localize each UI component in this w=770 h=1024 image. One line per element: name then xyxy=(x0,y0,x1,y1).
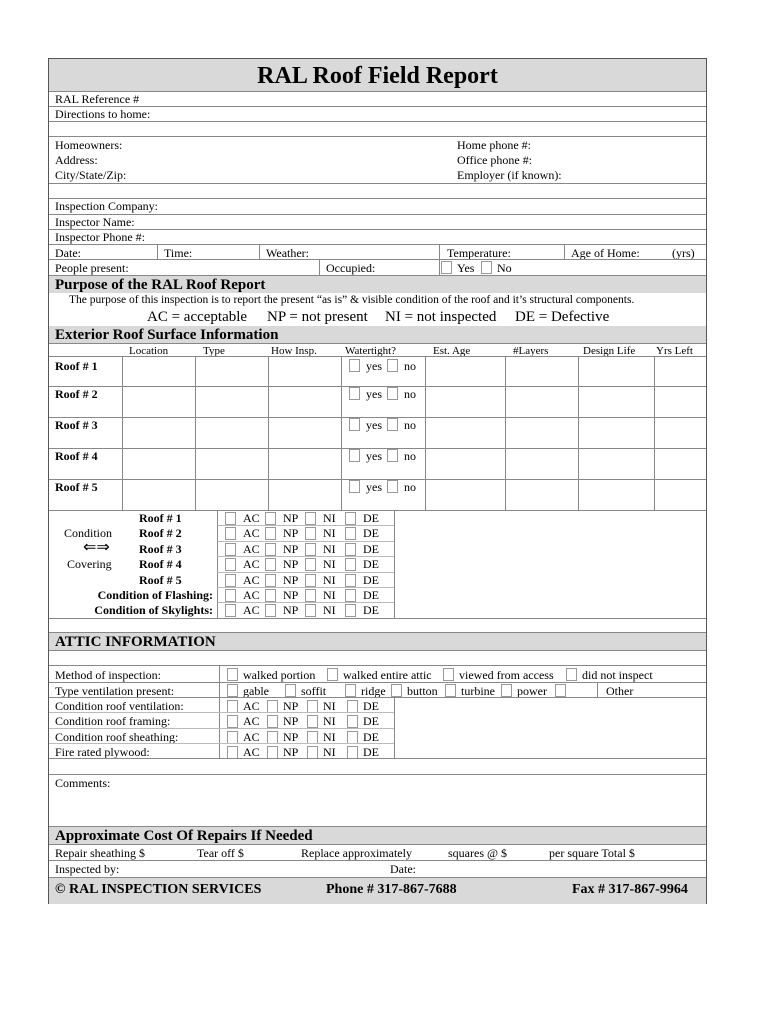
condition-rating-label: AC xyxy=(243,557,260,572)
attic-ni-checkbox[interactable] xyxy=(307,700,318,713)
attic-de-checkbox[interactable] xyxy=(347,746,358,759)
condition-np-checkbox[interactable] xyxy=(265,604,276,617)
roof-2-no-checkbox[interactable] xyxy=(387,387,398,400)
attic-rating-label: AC xyxy=(243,729,260,744)
inspector-phone-label: Inspector Phone #: xyxy=(55,230,145,244)
condition-rating-label: DE xyxy=(363,526,379,541)
condition-rating-label: NP xyxy=(283,526,299,541)
footer-fax: Fax # 317-867-9964 xyxy=(572,882,688,897)
condition-rating-label: AC xyxy=(243,541,260,556)
roof-field-report-form xyxy=(48,58,707,904)
roof-5-yes-label: yes xyxy=(366,480,382,494)
condition-de-checkbox[interactable] xyxy=(345,589,356,602)
condition-np-checkbox[interactable] xyxy=(265,589,276,602)
ridge-label: ridge xyxy=(361,684,386,698)
occupied-no-checkbox[interactable] xyxy=(481,261,492,274)
occupied-no-label: No xyxy=(497,261,512,275)
people-present-label: People present: xyxy=(55,261,129,275)
attic-ni-checkbox[interactable] xyxy=(307,715,318,728)
condition-rating-label: DE xyxy=(363,557,379,572)
other-label: Other xyxy=(606,684,634,698)
condition-ac-checkbox[interactable] xyxy=(225,527,236,540)
condition-rating-label: NP xyxy=(283,572,299,587)
attic-rating-label: NP xyxy=(283,744,299,759)
condition-rating-label: DE xyxy=(363,572,379,587)
condition-ni-checkbox[interactable] xyxy=(305,512,316,525)
col-yrs-left: Yrs Left xyxy=(656,345,693,357)
attic-rating-label: NP xyxy=(283,699,299,713)
attic-np-checkbox[interactable] xyxy=(267,715,278,728)
roof-2-label: Roof # 2 xyxy=(55,387,98,401)
col-layers: #Layers xyxy=(513,345,549,357)
attic-condition-label: Fire rated plywood: xyxy=(55,744,150,759)
col-how-insp: How Insp. xyxy=(271,345,317,357)
yrs-label: (yrs) xyxy=(672,246,695,260)
condition-rating-label: NI xyxy=(323,572,336,587)
roof-4-no-label: no xyxy=(404,449,416,463)
condition-rating-label: AC xyxy=(243,603,260,618)
attic-condition-label: Condition roof ventilation: xyxy=(55,699,184,713)
attic-rating-label: NP xyxy=(283,714,299,729)
roof-5-yes-checkbox[interactable] xyxy=(349,480,360,493)
roof-4-no-checkbox[interactable] xyxy=(387,449,398,462)
attic-rating-label: DE xyxy=(363,714,379,729)
button-vent-label: button xyxy=(407,684,438,698)
attic-ac-checkbox[interactable] xyxy=(227,715,238,728)
roof-3-label: Roof # 3 xyxy=(55,418,98,432)
date-label: Date: xyxy=(55,246,81,260)
condition-np-checkbox[interactable] xyxy=(265,512,276,525)
condition-de-checkbox[interactable] xyxy=(345,512,356,525)
attic-condition-label: Condition roof framing: xyxy=(55,714,171,729)
legend-de: DE = Defective xyxy=(515,309,610,325)
comments-label: Comments: xyxy=(55,776,111,790)
attic-rating-label: DE xyxy=(363,744,379,759)
walked-portion-checkbox[interactable] xyxy=(227,668,238,681)
roof-3-no-checkbox[interactable] xyxy=(387,418,398,431)
roof-4-yes-label: yes xyxy=(366,449,382,463)
squares-label: squares @ $ xyxy=(448,846,508,860)
condition-ni-checkbox[interactable] xyxy=(305,527,316,540)
inspection-company-label: Inspection Company: xyxy=(55,199,158,213)
roof-5-no-label: no xyxy=(404,480,416,494)
employer-label: Employer (if known): xyxy=(457,168,562,182)
condition-rating-label: AC xyxy=(243,511,260,525)
did-not-inspect-label: did not inspect xyxy=(582,668,653,682)
viewed-access-checkbox[interactable] xyxy=(443,668,454,681)
walked-entire-checkbox[interactable] xyxy=(327,668,338,681)
gable-label: gable xyxy=(243,684,269,698)
attic-rating-label: NP xyxy=(283,729,299,744)
condition-ni-checkbox[interactable] xyxy=(305,589,316,602)
purpose-text: The purpose of this inspection is to report the present “as is” & visible condition of the roof and it’s structural components. xyxy=(69,294,635,306)
attic-de-checkbox[interactable] xyxy=(347,700,358,713)
attic-rating-label: NI xyxy=(323,699,336,713)
condition-ac-checkbox[interactable] xyxy=(225,604,236,617)
col-watertight: Watertight? xyxy=(345,345,397,357)
condition-rating-label: NI xyxy=(323,526,336,541)
turbine-label: turbine xyxy=(461,684,495,698)
viewed-access-label: viewed from access xyxy=(459,668,554,682)
walked-portion-label: walked portion xyxy=(243,668,316,682)
attic-condition-label: Condition roof sheathing: xyxy=(55,729,179,744)
inspected-by-label: Inspected by: xyxy=(55,862,120,876)
condition-row-label: Condition of Flashing: xyxy=(97,588,213,602)
condition-np-checkbox[interactable] xyxy=(265,558,276,571)
condition-de-checkbox[interactable] xyxy=(345,527,356,540)
soffit-checkbox[interactable] xyxy=(285,684,296,697)
condition-rating-label: AC xyxy=(243,572,260,587)
condition-ac-checkbox[interactable] xyxy=(225,589,236,602)
legend-ni: NI = not inspected xyxy=(385,309,497,325)
col-type: Type xyxy=(203,345,225,357)
condition-row-label: Roof # 2 xyxy=(139,526,182,541)
roof-3-yes-checkbox[interactable] xyxy=(349,418,360,431)
condition-rating-label: AC xyxy=(243,526,260,541)
inspection-date-label: Date: xyxy=(390,862,416,876)
condition-ac-checkbox[interactable] xyxy=(225,543,236,556)
attic-heading: ATTIC INFORMATION xyxy=(55,634,216,650)
occupied-label: Occupied: xyxy=(326,261,376,275)
roof-3-no-label: no xyxy=(404,418,416,432)
attic-de-checkbox[interactable] xyxy=(347,731,358,744)
attic-np-checkbox[interactable] xyxy=(267,700,278,713)
temperature-label: Temperature: xyxy=(447,246,511,260)
condition-np-checkbox[interactable] xyxy=(265,543,276,556)
condition-ni-checkbox[interactable] xyxy=(305,558,316,571)
attic-rating-label: DE xyxy=(363,699,379,713)
vent-label: Type ventilation present: xyxy=(55,684,175,698)
condition-rating-label: DE xyxy=(363,541,379,556)
condition-rating-label: NI xyxy=(323,541,336,556)
roof-4-yes-checkbox[interactable] xyxy=(349,449,360,462)
did-not-inspect-checkbox[interactable] xyxy=(566,668,577,681)
other-checkbox[interactable] xyxy=(555,684,566,697)
exterior-heading: Exterior Roof Surface Information xyxy=(55,327,279,343)
condition-ac-checkbox[interactable] xyxy=(225,574,236,587)
age-of-home-label: Age of Home: xyxy=(571,246,640,260)
roof-3-yes-label: yes xyxy=(366,418,382,432)
method-label: Method of inspection: xyxy=(55,668,161,682)
roof-5-no-checkbox[interactable] xyxy=(387,480,398,493)
condition-row-label: Roof # 5 xyxy=(139,572,182,587)
roof-1-yes-label: yes xyxy=(366,359,382,373)
condition-rating-label: AC xyxy=(243,588,260,602)
repair-sheathing-label: Repair sheathing $ xyxy=(55,846,145,860)
attic-rating-label: NI xyxy=(323,714,336,729)
condition-np-checkbox[interactable] xyxy=(265,574,276,587)
footer-phone: Phone # 317-867-7688 xyxy=(326,882,457,897)
home-phone-label: Home phone #: xyxy=(457,138,531,152)
condition-np-checkbox[interactable] xyxy=(265,527,276,540)
condition-ac-checkbox[interactable] xyxy=(225,512,236,525)
button-vent-checkbox[interactable] xyxy=(391,684,402,697)
condition-rating-label: NI xyxy=(323,511,336,525)
condition-rating-label: NI xyxy=(323,557,336,572)
power-checkbox[interactable] xyxy=(501,684,512,697)
condition-label: Condition xyxy=(64,526,113,540)
roof-5-label: Roof # 5 xyxy=(55,480,98,494)
condition-row-label: Roof # 1 xyxy=(139,511,182,525)
attic-ni-checkbox[interactable] xyxy=(307,746,318,759)
attic-ac-checkbox[interactable] xyxy=(227,700,238,713)
roof-2-yes-label: yes xyxy=(366,387,382,401)
footer-company: © RAL INSPECTION SERVICES xyxy=(55,882,262,897)
condition-ni-checkbox[interactable] xyxy=(305,604,316,617)
condition-ni-checkbox[interactable] xyxy=(305,574,316,587)
condition-row-label: Condition of Skylights: xyxy=(94,603,213,618)
roof-1-yes-checkbox[interactable] xyxy=(349,359,360,372)
directions-label: Directions to home: xyxy=(55,107,151,121)
condition-rating-label: DE xyxy=(363,511,379,525)
page-title: RAL Roof Field Report xyxy=(257,63,498,89)
walked-entire-label: walked entire attic xyxy=(343,668,432,682)
attic-ac-checkbox[interactable] xyxy=(227,731,238,744)
legend-ac: AC = acceptable xyxy=(147,309,248,325)
condition-ac-checkbox[interactable] xyxy=(225,558,236,571)
repairs-heading: Approximate Cost Of Repairs If Needed xyxy=(55,828,313,844)
attic-rating-label: NI xyxy=(323,729,336,744)
purpose-heading: Purpose of the RAL Roof Report xyxy=(55,277,266,293)
condition-row-label: Roof # 4 xyxy=(139,557,182,572)
condition-de-checkbox[interactable] xyxy=(345,558,356,571)
condition-rating-label: NI xyxy=(323,603,336,618)
condition-de-checkbox[interactable] xyxy=(345,604,356,617)
occupied-yes-label: Yes xyxy=(457,261,475,275)
attic-de-checkbox[interactable] xyxy=(347,715,358,728)
attic-rating-label: NI xyxy=(323,744,336,759)
col-design-life: Design Life xyxy=(583,345,636,357)
per-square-label: per square Total $ xyxy=(549,846,635,860)
gable-checkbox[interactable] xyxy=(227,684,238,697)
condition-rating-label: DE xyxy=(363,588,379,602)
condition-rating-label: NP xyxy=(283,541,299,556)
roof-4-label: Roof # 4 xyxy=(55,449,98,463)
legend-np: NP = not present xyxy=(267,309,368,325)
condition-rating-label: NP xyxy=(283,511,299,525)
roof-2-yes-checkbox[interactable] xyxy=(349,387,360,400)
city-label: City/State/Zip: xyxy=(55,168,127,182)
ridge-checkbox[interactable] xyxy=(345,684,356,697)
condition-de-checkbox[interactable] xyxy=(345,543,356,556)
soffit-label: soffit xyxy=(301,684,327,698)
address-label: Address: xyxy=(55,153,98,167)
condition-rating-label: NI xyxy=(323,588,336,602)
condition-row-label: Roof # 3 xyxy=(139,541,182,556)
roof-2-no-label: no xyxy=(404,387,416,401)
homeowners-label: Homeowners: xyxy=(55,138,123,152)
roof-1-no-checkbox[interactable] xyxy=(387,359,398,372)
condition-rating-label: DE xyxy=(363,603,379,618)
replace-label: Replace approximately xyxy=(301,846,412,860)
tear-off-label: Tear off $ xyxy=(197,846,244,860)
office-phone-label: Office phone #: xyxy=(457,153,533,167)
condition-de-checkbox[interactable] xyxy=(345,574,356,587)
condition-rating-label: NP xyxy=(283,603,299,618)
attic-rating-label: AC xyxy=(243,744,260,759)
condition-rating-label: NP xyxy=(283,557,299,572)
ral-reference-label: RAL Reference # xyxy=(55,92,140,106)
time-label: Time: xyxy=(164,246,193,260)
attic-rating-label: AC xyxy=(243,699,260,713)
occupied-yes-checkbox[interactable] xyxy=(441,261,452,274)
inspector-name-label: Inspector Name: xyxy=(55,215,135,229)
condition-rating-label: NP xyxy=(283,588,299,602)
roof-1-no-label: no xyxy=(404,359,416,373)
roof-1-label: Roof # 1 xyxy=(55,359,98,373)
col-location: Location xyxy=(129,345,169,357)
attic-ac-checkbox[interactable] xyxy=(227,746,238,759)
col-est-age: Est. Age xyxy=(433,345,471,357)
attic-rating-label: DE xyxy=(363,729,379,744)
power-label: power xyxy=(517,684,547,698)
covering-label: Covering xyxy=(67,557,112,571)
attic-rating-label: AC xyxy=(243,714,260,729)
attic-np-checkbox[interactable] xyxy=(267,731,278,744)
condition-ni-checkbox[interactable] xyxy=(305,543,316,556)
turbine-checkbox[interactable] xyxy=(445,684,456,697)
weather-label: Weather: xyxy=(266,246,310,260)
double-arrow-icon: ⇐⇒ xyxy=(83,539,110,556)
attic-np-checkbox[interactable] xyxy=(267,746,278,759)
attic-ni-checkbox[interactable] xyxy=(307,731,318,744)
